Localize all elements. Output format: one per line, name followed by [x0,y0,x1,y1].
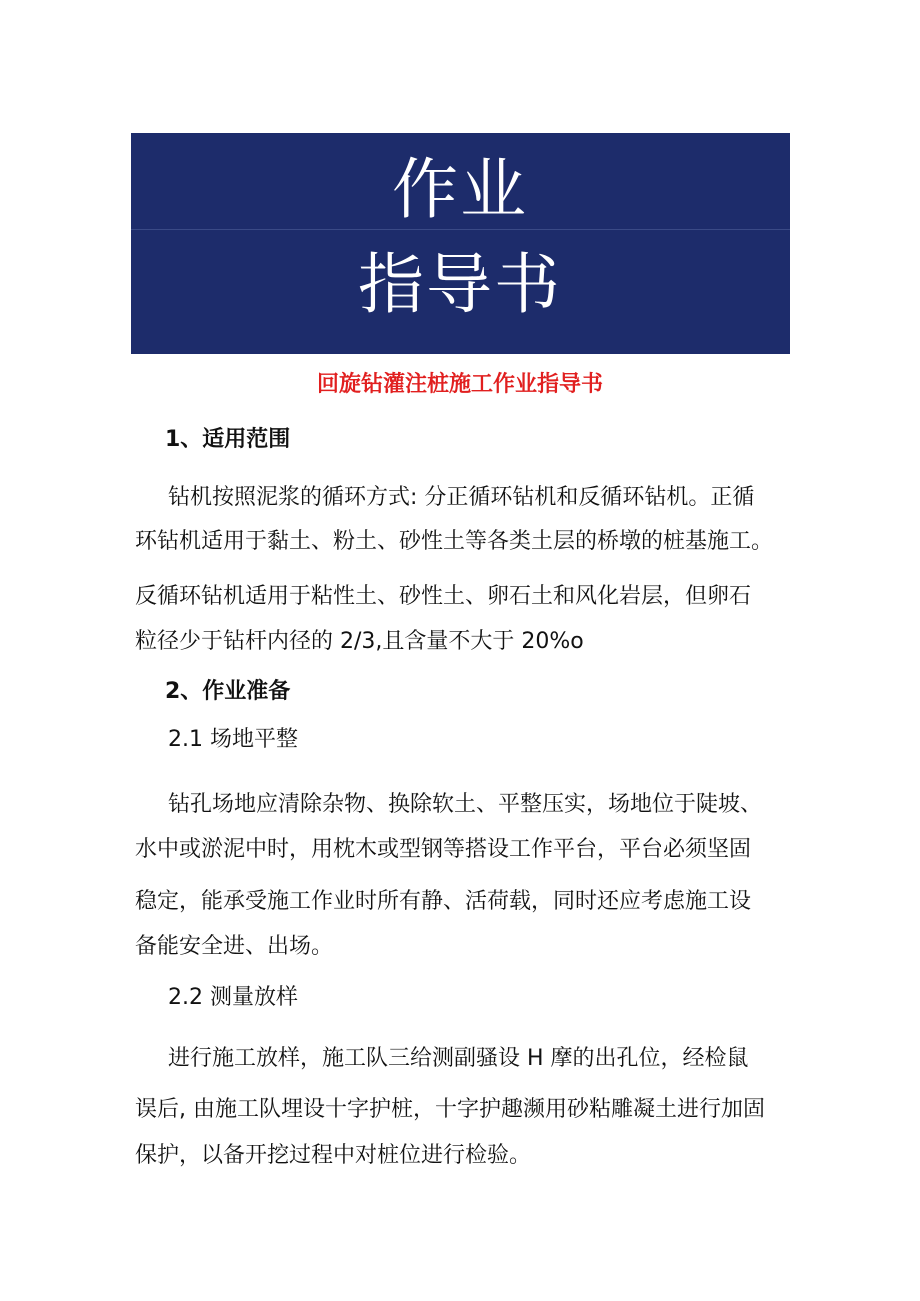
section-2-1-heading: 2.1 场地平整 [168,727,298,752]
section-2-1-line-3: 稳定，能承受施工作业时所有静、活荷载，同时还应考虑施工设 [135,889,752,914]
section-1-line-1: 钻机按照泥浆的循环方式: 分正循环钻机和反循环钻机。正循 [168,485,755,510]
section-1-line-4: 粒径少于钻杆内径的 2/3,且含量不大于 20%o [135,629,584,654]
section-2-2-heading: 2.2 测量放样 [168,985,298,1010]
document-title: 回旋钻灌注桩施工作业指导书 [316,372,603,397]
section-1-line-3: 反循环钻机适用于粘性土、砂性土、卵石土和风化岩层，但卵石 [135,584,752,609]
section-2-2-line-2: 误后, 由施工队埋设十字护桩，十字护趣濒用砂粘雕凝土进行加固 [135,1097,765,1122]
section-2-2-line-1: 进行施工放样，施工队三给测副骚设 H 摩的出孔位，经检鼠 [168,1046,749,1071]
section-2-1-line-1: 钻孔场地应清除杂物、换除软土、平整压实，场地位于陡坡、 [168,792,763,817]
section-2-1-line-4: 备能安全进、出场。 [135,934,334,959]
section-2-2-line-3: 保护，以备开挖过程中对桩位进行检验。 [135,1143,532,1168]
section-2-heading: 2、作业准备 [165,679,291,704]
section-1-heading: 1、适用范围 [165,427,291,452]
section-2-1-line-2: 水中或淤泥中时，用枕木或型钢等搭设工作平台，平台必须坚固 [135,837,752,862]
section-1-line-2: 环钻机适用于黏土、粉土、砂性土等各类土层的桥墩的桩基施工。 [135,529,774,554]
banner-title-line-1: 作业 [392,151,528,228]
banner-title-line-2: 指导书 [358,246,562,323]
